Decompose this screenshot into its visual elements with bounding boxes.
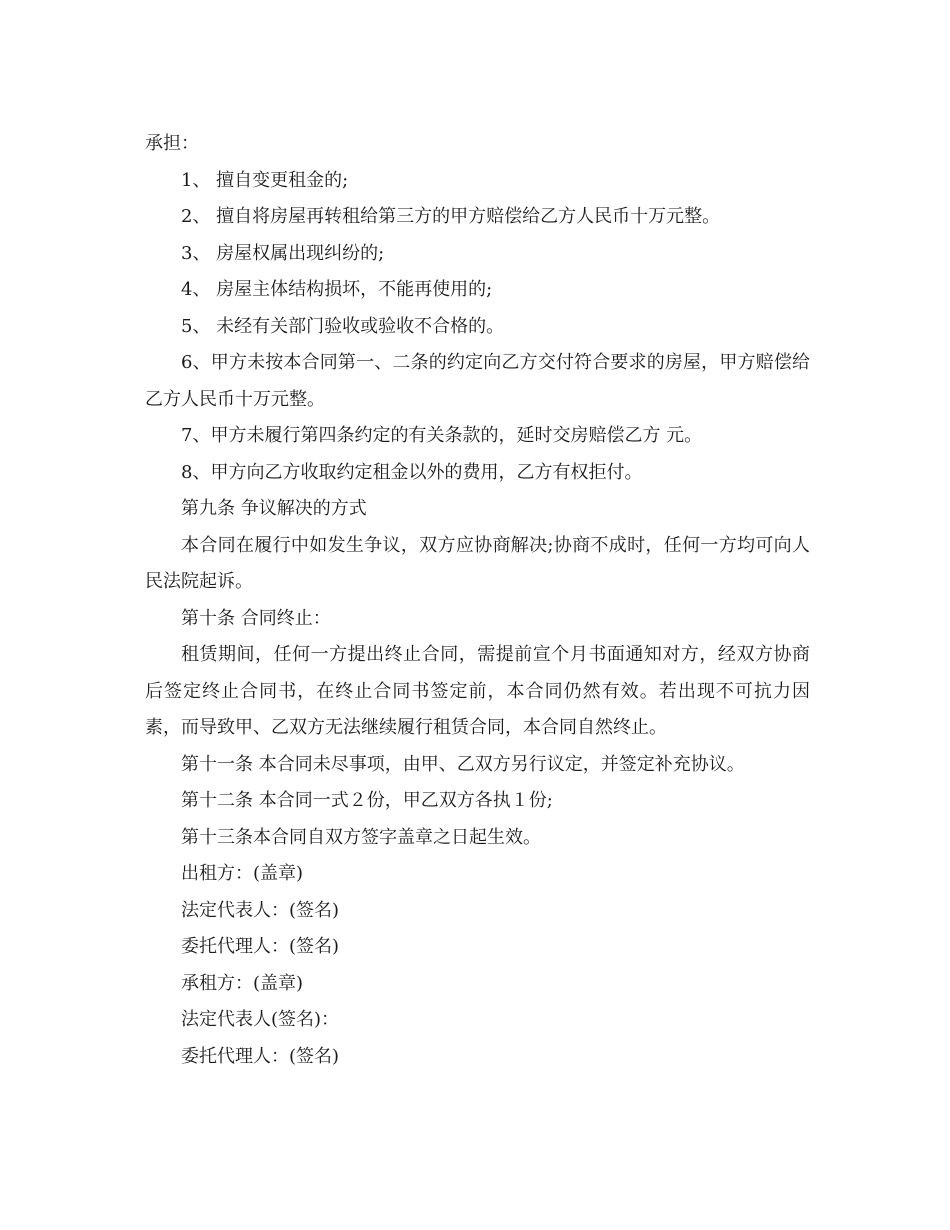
article-9-body: 本合同在履行中如发生争议，双方应协商解决;协商不成时，任何一方均可向人民法院起诉。 xyxy=(145,534,810,592)
clause-item-5: 5、 未经有关部门验收或验收不合格的。 xyxy=(181,315,505,337)
lessor-legal-rep-line: 法定代表人：(签名) xyxy=(181,899,340,921)
article-10-heading: 第十条 合同终止： xyxy=(181,607,331,629)
document-body xyxy=(145,126,810,1075)
article-11: 第十一条 本合同未尽事项，由甲、乙双方另行议定，并签定补充协议。 xyxy=(181,753,745,775)
clause-item-8: 8、甲方向乙方收取约定租金以外的费用，乙方有权拒付。 xyxy=(181,461,643,483)
article-10-body: 租赁期间，任何一方提出终止合同，需提前宣个月书面通知对方，经双方协商后签定终止合同书，在终止合同书签定前，本合同仍然有效。若出现不可抗力因素，而导致甲、乙双方无法继续履行租赁合同，本合同自然终止。 xyxy=(145,644,810,738)
clause-item-6: 6、甲方未按本合同第一、二条的约定向乙方交付符合要求的房屋，甲方赔偿给乙方人民币十万元整。 xyxy=(145,352,810,410)
lessee-seal-line: 承租方：(盖章) xyxy=(181,972,304,994)
clause-item-2: 2、 擅自将房屋再转租给第三方的甲方赔偿给乙方人民币十万元整。 xyxy=(181,206,721,227)
lessor-seal-line: 出租方：(盖章) xyxy=(181,863,304,884)
clause-item-3: 3、 房屋权属出现纠纷的; xyxy=(181,242,385,264)
clause-item-4: 4、 房屋主体结构损坏，不能再使用的; xyxy=(181,279,493,300)
article-12: 第十二条 本合同一式２份，甲乙双方各执１份; xyxy=(181,790,553,811)
paragraph-continuation: 承担： xyxy=(145,133,199,154)
lessor-agent-line: 委托代理人：(签名) xyxy=(181,936,340,957)
article-13: 第十三条本合同自双方签字盖章之日起生效。 xyxy=(181,826,541,848)
clause-item-7: 7、甲方未履行第四条约定的有关条款的，延时交房赔偿乙方 元。 xyxy=(181,425,703,446)
article-9-heading: 第九条 争议解决的方式 xyxy=(181,498,367,519)
lessee-legal-rep-line: 法定代表人(签名)： xyxy=(181,1009,340,1030)
lessee-agent-line: 委托代理人：(签名) xyxy=(181,1045,340,1067)
clause-item-1: 1、 擅自变更租金的; xyxy=(181,169,349,191)
